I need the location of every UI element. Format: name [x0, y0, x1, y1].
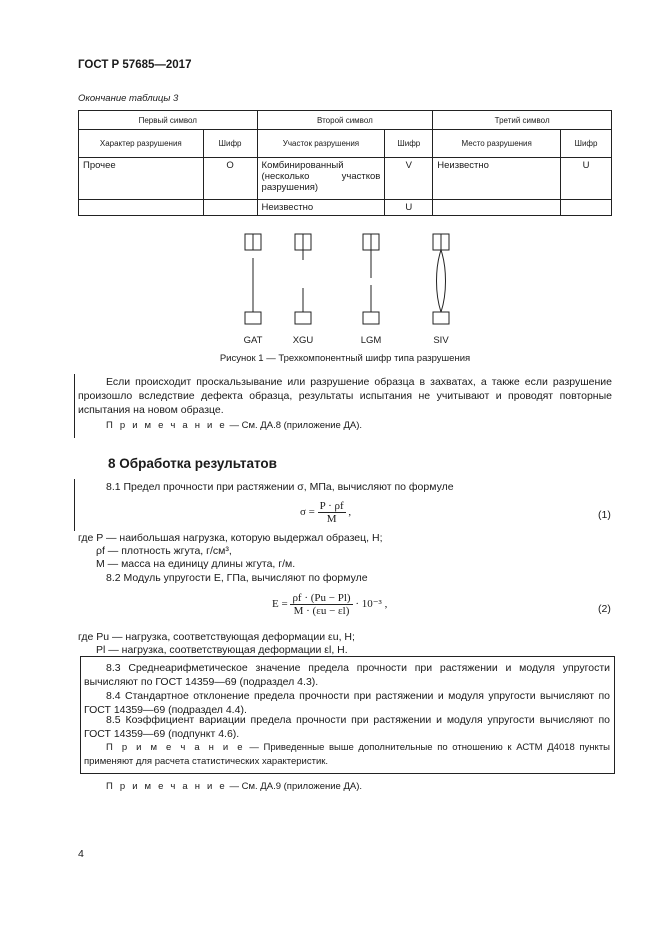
table-row — [79, 158, 612, 200]
table-row — [79, 200, 612, 216]
where-line: где P — наибольшая нагрузка, которую выдержал образец, Н; — [78, 532, 383, 544]
intro-paragraph: Если происходит проскальзывание или разрушение образца в захватах, а также если разрушение произошло вследствие дефекта образца, результаты испытания не учитывают и проводят повторные испытания на новом образце. — [78, 376, 612, 417]
equation-number: (1) — [598, 509, 611, 521]
group-header-first: Первый символ — [79, 111, 258, 130]
formula-denominator: M — [326, 513, 337, 525]
formula-fraction — [290, 592, 352, 617]
formula-numerator: ρf · (Pu − Pl) — [292, 592, 351, 604]
failure-code-table — [78, 110, 612, 216]
table-cell — [79, 200, 204, 216]
equation-number: (2) — [598, 603, 611, 615]
group-header-third: Третий символ — [433, 111, 612, 130]
table-cell: U — [561, 158, 612, 200]
where-line: Pl — нагрузка, соответствующая деформации εl, Н. — [96, 644, 348, 656]
specimen-gat — [245, 234, 261, 324]
formula-tail: , — [348, 506, 352, 519]
formula-denominator: M · (εu − εl) — [293, 605, 350, 617]
specimen-lgm — [363, 234, 379, 324]
formula-tail: · 10⁻³ , — [355, 598, 388, 611]
note-text: — См. ДА.9 (приложение ДА). — [226, 781, 363, 792]
table-cell: V — [385, 158, 433, 200]
note-label: П р и м е ч а н и е — [106, 420, 227, 431]
change-bar — [74, 374, 75, 438]
page-number: 4 — [78, 848, 84, 860]
note-text: — Приведенные выше дополнительные по отношению к АСТМ Д4018 пункты применяют для расчета статистических характеристик. — [84, 742, 610, 767]
table-cell — [203, 200, 257, 216]
formula-fraction — [318, 500, 346, 525]
paragraph-8-1: 8.1 Предел прочности при растяжении σ, МПа, вычисляют по формуле — [106, 481, 454, 493]
where-line: где Pu — нагрузка, соответствующая деформации εu, Н; — [78, 631, 355, 643]
group-header-second: Второй символ — [257, 111, 433, 130]
note-text: — См. ДА.8 (приложение ДА). — [226, 420, 363, 431]
paragraph-8-2: 8.2 Модуль упругости E, ГПа, вычисляют по формуле — [106, 572, 368, 584]
col-header: Шифр — [561, 130, 612, 158]
formula-lhs: σ = — [300, 506, 315, 519]
formula-2 — [272, 592, 387, 617]
paragraph-8-4: 8.4 Стандартное отклонение предела прочности при растяжении и модуля упругости вычисляют по ГОСТ 14359—69 (подраздел 4.4). — [84, 690, 610, 717]
note-label: П р и м е ч а н и е — [106, 781, 227, 792]
where-line: ρf — плотность жгута, г/см³, — [96, 545, 232, 557]
figure-label: SIV — [433, 335, 449, 346]
table-cell: U — [385, 200, 433, 216]
col-header: Характер разрушения — [79, 130, 204, 158]
figure-label: LGM — [360, 335, 382, 346]
figure-caption: Рисунок 1 — Трехкомпонентный шифр типа разрушения — [219, 353, 471, 364]
paragraph-8-5: 8.5 Коэффициент вариации предела прочности при растяжении и модуля упругости вычисляют по ГОСТ 14359—69 (подпункт 4.6). — [84, 714, 610, 741]
specimen-siv — [433, 234, 449, 324]
table-cell — [433, 200, 561, 216]
final-note — [106, 781, 362, 792]
formula-lhs: E = — [272, 598, 288, 611]
table-cell: Неизвестно — [433, 158, 561, 200]
formula-1 — [300, 500, 351, 525]
box-note — [84, 741, 610, 769]
document-header: ГОСТ Р 57685—2017 — [78, 59, 192, 71]
figure-label: XGU — [292, 335, 314, 346]
where-line: M — масса на единицу длины жгута, г/м. — [96, 558, 296, 570]
table-cell: Прочее — [79, 158, 204, 200]
figure-label: GAT — [243, 335, 263, 346]
section-title: 8 Обработка результатов — [108, 456, 277, 471]
change-bar — [74, 479, 75, 531]
table-caption: Окончание таблицы 3 — [78, 93, 179, 104]
paragraph-8-3: 8.3 Среднеарифметическое значение предела прочности при растяжении и модуля упругости вычисляют по ГОСТ 14359—69 (подраздел 4.3). — [84, 662, 610, 689]
col-header: Шифр — [385, 130, 433, 158]
table-cell — [561, 200, 612, 216]
specimen-xgu — [295, 234, 311, 324]
formula-numerator: P · ρf — [319, 500, 344, 512]
note-label: П р и м е ч а н и е — [106, 742, 245, 753]
table-cell: Комбинированный (несколько участков разрушения) — [257, 158, 385, 200]
table-cell: O — [203, 158, 257, 200]
col-header: Шифр — [203, 130, 257, 158]
failure-type-diagram — [230, 228, 470, 326]
col-header: Участок разрушения — [257, 130, 385, 158]
intro-note — [106, 420, 362, 431]
col-header: Место разрушения — [433, 130, 561, 158]
table-cell: Неизвестно — [257, 200, 385, 216]
